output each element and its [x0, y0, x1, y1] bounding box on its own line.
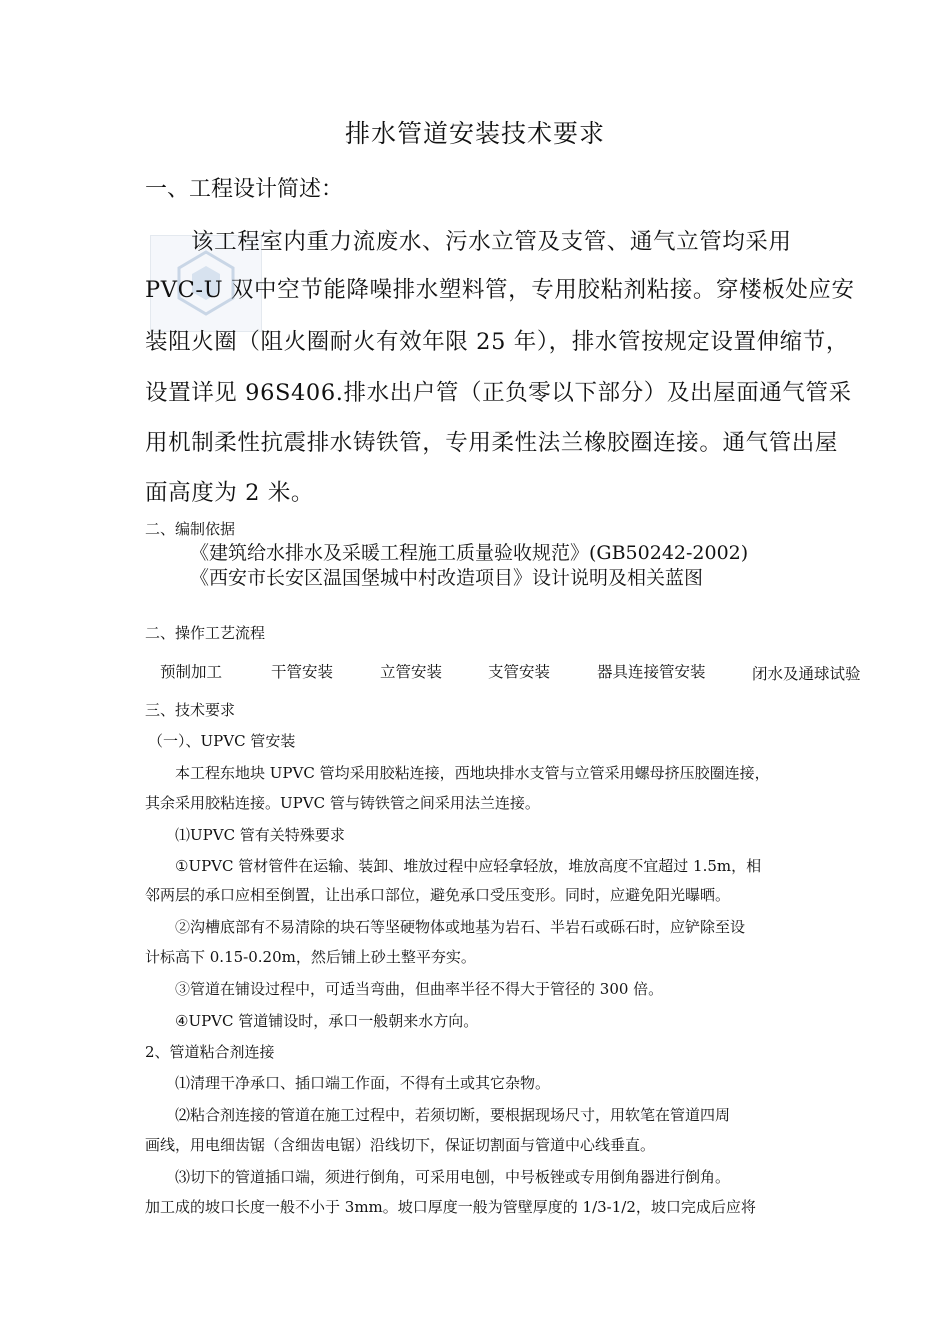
- process-step: 立管安装: [380, 663, 443, 681]
- basis-item: 《建筑给水排水及采暖工程施工质量验收规范》(GB50242-2002): [190, 542, 749, 564]
- section-heading-basis: 二、编制依据: [145, 520, 236, 538]
- paragraph-line: ⑶切下的管道插口端，须进行倒角，可采用电刨，中号板锉或专用倒角器进行倒角。: [175, 1168, 731, 1186]
- process-step: 干管安装: [271, 663, 334, 681]
- paragraph-line: ⑴清理干净承口、插口端工作面，不得有土或其它杂物。: [175, 1074, 551, 1092]
- paragraph-line: ①UPVC 管材管件在运输、装卸、堆放过程中应轻拿轻放，堆放高度不宜超过 1.5m，相: [175, 857, 762, 875]
- paragraph-line: 装阻火圈（阻火圈耐火有效年限 25 年），排水管按规定设置伸缩节，: [145, 329, 849, 355]
- paragraph-line: 其余采用胶粘连接。UPVC 管与铸铁管之间采用法兰连接。: [145, 794, 540, 812]
- paragraph-line: ②沟槽底部有不易清除的块石等坚硬物体或地基为岩石、半岩石或砾石时，应铲除至设: [175, 918, 746, 936]
- paragraph-line: 邻两层的承口应相至倒置，让出承口部位，避免承口受压变形。同时，应避免阳光曝晒。: [145, 886, 731, 904]
- process-step: 闭水及通球试验: [752, 665, 861, 683]
- paragraph-line: ③管道在铺设过程中，可适当弯曲，但曲率半径不得大于管径的 300 倍。: [175, 980, 664, 998]
- paragraph-line: 面高度为 2 米。: [145, 480, 315, 506]
- paragraph-line: PVC-U 双中空节能降噪排水塑料管，专用胶粘剂粘接。穿楼板处应安: [145, 277, 855, 303]
- section-heading-design-overview: 一、工程设计简述：: [145, 177, 344, 202]
- paragraph-line: 计标高下 0.15-0.20m，然后铺上砂土整平夯实。: [145, 948, 476, 966]
- basis-item: 《西安市长安区温国堡城中村改造项目》设计说明及相关蓝图: [190, 567, 704, 589]
- paragraph-line: ⑴UPVC 管有关特殊要求: [175, 826, 345, 844]
- subsection-heading: （一）、UPVC 管安装: [148, 732, 296, 750]
- paragraph-line: 用机制柔性抗震排水铸铁管，专用柔性法兰橡胶圈连接。通气管出屋: [145, 430, 839, 456]
- paragraph-line: ④UPVC 管道铺设时，承口一般朝来水方向。: [175, 1012, 479, 1030]
- paragraph-line: 设置详见 96S406.排水出户管（正负零以下部分）及出屋面通气管采: [145, 380, 852, 406]
- section-heading-tech: 三、技术要求: [145, 701, 236, 719]
- page-title: 排水管道安装技术要求: [344, 119, 605, 148]
- paragraph-line: ⑵粘合剂连接的管道在施工过程中，若须切断，要根据现场尺寸，用软笔在管道四周: [175, 1106, 731, 1124]
- paragraph-line: 加工成的坡口长度一般不小于 3mm。坡口厚度一般为管壁厚度的 1/3-1/2，坡口完成后应将: [145, 1198, 756, 1216]
- process-step: 支管安装: [488, 663, 551, 681]
- paragraph-line: 该工程室内重力流废水、污水立管及支管、通气立管均采用: [191, 229, 792, 255]
- subsection-heading: 2、管道粘合剂连接: [145, 1043, 275, 1061]
- process-step: 预制加工: [160, 663, 223, 681]
- section-heading-process: 二、操作工艺流程: [145, 624, 266, 642]
- paragraph-line: 本工程东地块 UPVC 管均采用胶粘连接，西地块排水支管与立管采用螺母挤压胶圈连接，: [175, 764, 770, 782]
- process-step: 器具连接管安装: [597, 663, 706, 681]
- paragraph-line: 画线，用电细齿锯（含细齿电锯）沿线切下，保证切割面与管道中心线垂直。: [145, 1136, 656, 1154]
